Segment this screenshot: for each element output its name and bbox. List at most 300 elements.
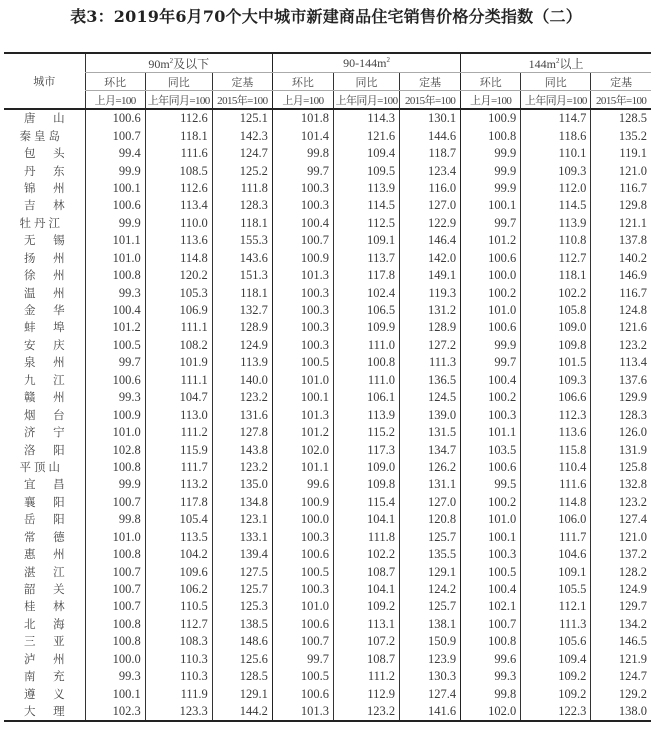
index-value-cell: 118.1	[521, 267, 591, 284]
city-name	[4, 459, 85, 476]
city-name	[4, 267, 85, 284]
index-value-cell: 114.5	[333, 197, 399, 214]
index-value-cell: 99.3	[461, 668, 521, 685]
city-name-cell	[4, 529, 85, 546]
city-char: 无	[24, 233, 36, 248]
city-name	[4, 232, 85, 249]
index-value-cell: 100.5	[272, 563, 333, 580]
index-value-cell: 113.7	[333, 250, 399, 267]
city-name	[4, 442, 85, 459]
index-value-cell: 111.0	[333, 337, 399, 354]
city-name-cell	[4, 668, 85, 685]
index-value-cell: 130.3	[400, 668, 461, 685]
index-value-cell: 100.8	[333, 354, 399, 371]
city-char: 江	[53, 372, 65, 387]
index-value-cell: 100.9	[85, 406, 145, 423]
city-char: 埠	[53, 320, 65, 335]
index-value-cell: 111.8	[212, 180, 272, 197]
index-value-cell: 115.9	[145, 441, 212, 458]
index-value-cell: 116.7	[591, 284, 651, 301]
index-value-cell: 109.0	[521, 319, 591, 336]
city-name-cell	[4, 494, 85, 511]
city-char: 宁	[53, 425, 65, 440]
index-value-cell: 112.0	[521, 180, 591, 197]
index-value-cell: 101.3	[272, 267, 333, 284]
index-value-cell: 111.7	[521, 529, 591, 546]
city-name	[4, 197, 85, 214]
index-value-cell: 124.2	[400, 581, 461, 598]
index-value-cell: 129.2	[591, 685, 651, 702]
index-value-cell: 101.0	[85, 529, 145, 546]
index-value-cell: 104.7	[145, 389, 212, 406]
city-char: 安	[24, 337, 36, 352]
city-name	[4, 616, 85, 633]
index-value-cell: 100.2	[461, 389, 521, 406]
index-value-cell: 109.1	[521, 563, 591, 580]
index-value-cell: 117.3	[333, 441, 399, 458]
index-value-cell: 110.8	[521, 232, 591, 249]
city-name	[4, 319, 85, 336]
index-value-cell: 102.0	[461, 703, 521, 721]
index-value-cell: 100.3	[272, 319, 333, 336]
city-char: 州	[53, 355, 65, 370]
city-name-cell	[4, 546, 85, 563]
city-char: 襄	[24, 494, 36, 509]
index-value-cell: 121.0	[591, 162, 651, 179]
index-value-cell: 128.5	[212, 668, 272, 685]
city-char: 充	[53, 669, 65, 684]
index-value-cell: 100.5	[272, 668, 333, 685]
city-name-cell	[4, 406, 85, 423]
index-value-cell: 110.0	[145, 215, 212, 232]
index-value-cell: 134.8	[212, 494, 272, 511]
table-row	[4, 406, 651, 423]
index-value-cell: 127.0	[400, 494, 461, 511]
index-value-cell: 100.1	[85, 180, 145, 197]
table-body	[4, 109, 651, 721]
index-value-cell: 139.4	[212, 546, 272, 563]
index-value-cell: 104.1	[333, 581, 399, 598]
index-value-cell: 150.9	[400, 633, 461, 650]
index-value-cell: 105.5	[521, 581, 591, 598]
index-value-cell: 108.7	[333, 563, 399, 580]
index-value-cell: 131.6	[212, 406, 272, 423]
city-column-header: 城市	[4, 53, 85, 109]
table-row	[4, 685, 651, 702]
city-char: 温	[24, 285, 36, 300]
index-value-cell: 99.4	[85, 145, 145, 162]
index-value-cell: 125.7	[400, 598, 461, 615]
table-row	[4, 459, 651, 476]
index-value-cell: 128.5	[591, 109, 651, 127]
table-row	[4, 180, 651, 197]
sub-label-header: 环比	[85, 73, 145, 91]
index-value-cell: 100.7	[85, 563, 145, 580]
city-name	[4, 529, 85, 546]
index-value-cell: 113.9	[333, 180, 399, 197]
index-value-cell: 146.5	[591, 633, 651, 650]
index-value-cell: 100.7	[85, 127, 145, 144]
index-value-cell: 121.9	[591, 651, 651, 668]
table-row	[4, 616, 651, 633]
index-value-cell: 99.3	[85, 668, 145, 685]
index-value-cell: 100.6	[85, 372, 145, 389]
index-value-cell: 101.4	[272, 127, 333, 144]
base-label-header: 2015年=100	[212, 91, 272, 110]
city-char: 州	[53, 180, 65, 195]
table-row	[4, 651, 651, 668]
index-value-cell: 121.6	[333, 127, 399, 144]
city-char: 唐	[24, 111, 36, 126]
index-value-cell: 139.0	[400, 406, 461, 423]
city-name	[4, 215, 85, 232]
index-value-cell: 110.5	[145, 598, 212, 615]
index-value-cell: 102.3	[85, 703, 145, 721]
index-value-cell: 136.5	[400, 372, 461, 389]
index-value-cell: 102.2	[521, 284, 591, 301]
city-name	[4, 128, 85, 145]
city-name	[4, 389, 85, 406]
city-name-cell	[4, 337, 85, 354]
table-row	[4, 511, 651, 528]
index-value-cell: 102.4	[333, 284, 399, 301]
table-row	[4, 267, 651, 284]
city-name	[4, 546, 85, 563]
city-name-cell	[4, 633, 85, 650]
index-value-cell: 109.5	[333, 162, 399, 179]
base-label-header: 上月=100	[461, 91, 521, 110]
group-header-144-above	[461, 53, 651, 73]
index-value-cell: 99.3	[85, 389, 145, 406]
index-value-cell: 140.0	[212, 372, 272, 389]
index-value-cell: 123.3	[145, 703, 212, 721]
city-name	[4, 424, 85, 441]
index-value-cell: 125.3	[212, 598, 272, 615]
city-name	[4, 372, 85, 389]
city-name-cell	[4, 703, 85, 721]
sub-label-header: 定基	[591, 73, 651, 91]
index-value-cell: 100.3	[272, 529, 333, 546]
index-value-cell: 135.2	[591, 127, 651, 144]
index-value-cell: 126.2	[400, 459, 461, 476]
index-value-cell: 105.8	[521, 302, 591, 319]
index-value-cell: 103.5	[461, 441, 521, 458]
index-value-cell: 138.1	[400, 616, 461, 633]
index-value-cell: 112.7	[521, 250, 591, 267]
index-value-cell: 102.2	[333, 546, 399, 563]
city-char: 州	[53, 547, 65, 562]
table-row	[4, 389, 651, 406]
index-value-cell: 111.9	[145, 685, 212, 702]
index-value-cell: 109.4	[333, 145, 399, 162]
sub-label-header: 环比	[272, 73, 333, 91]
city-char: 济	[24, 425, 36, 440]
index-value-cell: 100.7	[461, 616, 521, 633]
index-value-cell: 140.2	[591, 250, 651, 267]
index-value-cell: 125.7	[400, 529, 461, 546]
index-value-cell: 137.2	[591, 546, 651, 563]
index-value-cell: 113.4	[591, 354, 651, 371]
index-value-cell: 101.8	[272, 109, 333, 127]
table-row	[4, 441, 651, 458]
city-char: 桂	[24, 599, 36, 614]
table-row	[4, 302, 651, 319]
index-value-cell: 116.7	[591, 180, 651, 197]
index-value-cell: 112.5	[333, 215, 399, 232]
index-value-cell: 151.3	[212, 267, 272, 284]
city-char: 庆	[53, 337, 65, 352]
index-value-cell: 100.1	[461, 197, 521, 214]
city-char: 皇	[34, 128, 49, 143]
index-value-cell: 100.3	[272, 302, 333, 319]
index-value-cell: 144.6	[400, 127, 461, 144]
index-value-cell: 127.4	[400, 685, 461, 702]
index-value-cell: 100.8	[85, 546, 145, 563]
index-value-cell: 108.7	[333, 651, 399, 668]
city-char: 昌	[53, 477, 65, 492]
city-char: 烟	[24, 407, 36, 422]
index-value-cell: 138.0	[591, 703, 651, 721]
index-value-cell: 113.6	[145, 232, 212, 249]
index-value-cell: 100.3	[272, 197, 333, 214]
index-value-cell: 99.7	[461, 354, 521, 371]
city-name-cell	[4, 424, 85, 441]
index-value-cell: 138.5	[212, 616, 272, 633]
index-value-cell: 137.6	[591, 372, 651, 389]
table-row	[4, 529, 651, 546]
index-value-cell: 126.0	[591, 424, 651, 441]
sub-label-header: 定基	[400, 73, 461, 91]
city-name	[4, 633, 85, 650]
index-value-cell: 100.7	[85, 494, 145, 511]
city-char: 理	[53, 704, 65, 719]
index-value-cell: 114.3	[333, 109, 399, 127]
city-name	[4, 180, 85, 197]
index-value-cell: 112.1	[521, 598, 591, 615]
city-name-cell	[4, 145, 85, 162]
city-char: 阳	[53, 512, 65, 527]
city-char: 岳	[24, 512, 36, 527]
index-value-cell: 111.2	[333, 668, 399, 685]
city-char: 关	[53, 582, 65, 597]
index-value-cell: 121.0	[591, 529, 651, 546]
city-name-cell	[4, 109, 85, 127]
index-value-cell: 111.3	[400, 354, 461, 371]
index-value-cell: 128.3	[591, 406, 651, 423]
city-char: 顶	[34, 459, 49, 474]
index-value-cell: 99.6	[272, 476, 333, 493]
city-name-cell	[4, 441, 85, 458]
city-char: 北	[24, 616, 36, 631]
city-name	[4, 581, 85, 598]
city-name-cell	[4, 180, 85, 197]
index-value-cell: 118.1	[145, 127, 212, 144]
index-value-cell: 101.0	[461, 302, 521, 319]
city-name	[4, 407, 85, 424]
index-value-cell: 109.2	[521, 685, 591, 702]
table-row	[4, 232, 651, 249]
base-label-row	[4, 91, 651, 110]
index-value-cell: 99.8	[461, 685, 521, 702]
index-value-cell: 100.1	[461, 529, 521, 546]
index-value-cell: 125.2	[212, 162, 272, 179]
index-value-cell: 99.7	[272, 651, 333, 668]
index-value-cell: 99.7	[272, 162, 333, 179]
city-char: 赣	[24, 390, 36, 405]
index-value-cell: 101.0	[272, 372, 333, 389]
index-value-cell: 100.6	[272, 546, 333, 563]
city-name	[4, 703, 85, 720]
index-value-cell: 100.7	[85, 581, 145, 598]
index-value-cell: 100.9	[272, 494, 333, 511]
city-char: 林	[53, 599, 65, 614]
city-char: 洛	[24, 442, 36, 457]
city-name	[4, 285, 85, 302]
index-value-cell: 101.3	[272, 703, 333, 721]
index-value-cell: 127.4	[591, 511, 651, 528]
table-row	[4, 476, 651, 493]
city-name-cell	[4, 354, 85, 371]
index-value-cell: 129.8	[591, 197, 651, 214]
index-value-cell: 143.8	[212, 441, 272, 458]
index-value-cell: 122.3	[521, 703, 591, 721]
index-value-cell: 101.1	[85, 232, 145, 249]
city-char: 山	[53, 111, 65, 126]
table-row	[4, 494, 651, 511]
index-value-cell: 111.8	[333, 529, 399, 546]
city-name	[4, 337, 85, 354]
city-char: 州	[53, 268, 65, 283]
group-suffix: 以上	[559, 56, 584, 71]
index-value-cell: 113.9	[333, 406, 399, 423]
index-value-cell: 99.9	[85, 162, 145, 179]
index-value-cell: 134.7	[400, 441, 461, 458]
table-row	[4, 145, 651, 162]
city-char: 九	[24, 372, 36, 387]
base-label-header: 上年同月=100	[333, 91, 399, 110]
city-char: 三	[24, 634, 36, 649]
index-value-cell: 99.9	[461, 180, 521, 197]
base-label-header: 上月=100	[272, 91, 333, 110]
table-row	[4, 581, 651, 598]
index-value-cell: 113.2	[145, 476, 212, 493]
table-row	[4, 598, 651, 615]
city-char: 南	[24, 669, 36, 684]
index-value-cell: 99.7	[85, 354, 145, 371]
index-value-cell: 115.8	[521, 441, 591, 458]
index-value-cell: 104.2	[145, 546, 212, 563]
city-name	[4, 110, 85, 127]
group-label: 90m	[148, 56, 170, 71]
index-value-cell: 124.8	[591, 302, 651, 319]
city-name-cell	[4, 511, 85, 528]
index-value-cell: 100.0	[272, 511, 333, 528]
index-value-cell: 129.7	[591, 598, 651, 615]
index-value-cell: 131.5	[400, 424, 461, 441]
city-name-cell	[4, 476, 85, 493]
base-label-header: 上年同月=100	[521, 91, 591, 110]
index-value-cell: 105.4	[145, 511, 212, 528]
price-index-table	[4, 52, 651, 722]
city-name	[4, 511, 85, 528]
index-value-cell: 99.8	[272, 145, 333, 162]
city-char: 山	[48, 459, 64, 474]
index-value-cell: 114.7	[521, 109, 591, 127]
index-value-cell: 99.7	[461, 215, 521, 232]
index-value-cell: 100.2	[461, 284, 521, 301]
index-value-cell: 109.0	[333, 459, 399, 476]
index-value-cell: 108.5	[145, 162, 212, 179]
table-row	[4, 197, 651, 214]
city-char: 锦	[24, 180, 36, 195]
table-row	[4, 337, 651, 354]
index-value-cell: 100.8	[85, 633, 145, 650]
sub-label-header: 同比	[333, 73, 399, 91]
city-char: 锡	[53, 233, 65, 248]
index-value-cell: 117.8	[333, 267, 399, 284]
city-name	[4, 163, 85, 180]
index-value-cell: 109.8	[521, 337, 591, 354]
index-value-cell: 100.9	[461, 109, 521, 127]
index-value-cell: 105.3	[145, 284, 212, 301]
index-value-cell: 127.2	[400, 337, 461, 354]
index-value-cell: 100.8	[85, 459, 145, 476]
sub-label-header: 环比	[461, 73, 521, 91]
index-value-cell: 127.8	[212, 424, 272, 441]
city-char: 德	[53, 529, 65, 544]
index-value-cell: 102.1	[461, 598, 521, 615]
index-value-cell: 99.6	[461, 651, 521, 668]
index-value-cell: 106.0	[521, 511, 591, 528]
city-char: 金	[24, 303, 36, 318]
city-char: 州	[53, 390, 65, 405]
city-char: 台	[53, 407, 65, 422]
city-char: 常	[24, 529, 36, 544]
index-value-cell: 107.2	[333, 633, 399, 650]
index-value-cell: 114.8	[521, 494, 591, 511]
table-row	[4, 284, 651, 301]
index-value-cell: 112.6	[145, 109, 212, 127]
city-char: 州	[53, 651, 65, 666]
index-value-cell: 110.3	[145, 651, 212, 668]
index-value-cell: 109.8	[333, 476, 399, 493]
index-value-cell: 100.6	[461, 459, 521, 476]
index-value-cell: 106.2	[145, 581, 212, 598]
table-row	[4, 372, 651, 389]
group-header-90-below	[85, 53, 272, 73]
index-value-cell: 120.8	[400, 511, 461, 528]
city-char: 泉	[24, 355, 36, 370]
index-value-cell: 101.0	[85, 250, 145, 267]
city-name	[4, 686, 85, 703]
sub-label-row	[4, 73, 651, 91]
index-value-cell: 100.4	[461, 581, 521, 598]
index-value-cell: 142.3	[212, 127, 272, 144]
city-char: 蚌	[24, 320, 36, 335]
index-value-cell: 118.6	[521, 127, 591, 144]
index-value-cell: 100.9	[272, 250, 333, 267]
city-char: 韶	[24, 582, 36, 597]
index-value-cell: 125.1	[212, 109, 272, 127]
index-value-cell: 108.2	[145, 337, 212, 354]
city-char: 牡	[19, 215, 35, 230]
city-name-cell	[4, 127, 85, 144]
city-name-cell	[4, 563, 85, 580]
city-name-cell	[4, 302, 85, 319]
index-value-cell: 155.3	[212, 232, 272, 249]
base-label-header: 2015年=100	[400, 91, 461, 110]
index-value-cell: 101.0	[461, 511, 521, 528]
